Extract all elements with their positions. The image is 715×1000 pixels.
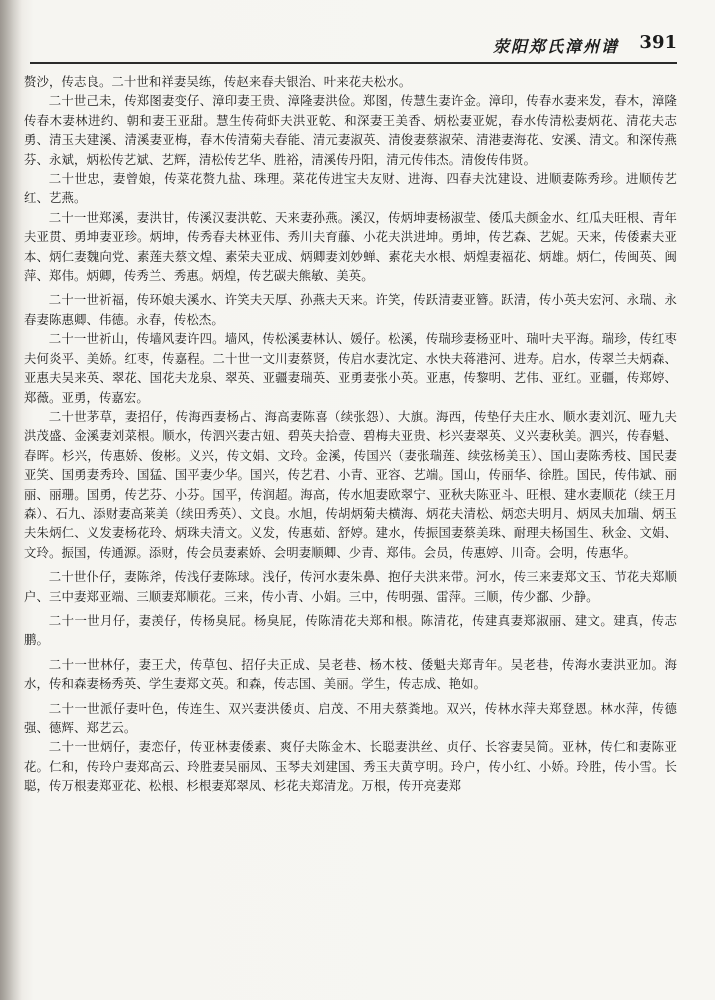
paragraph: 二十一世林仔，妻王犬，传草包、招仔夫正成、吴老巷、杨木枝、倭魁夫郑青年。吴老巷，传海水妻洪亚加。海水，传和森妻杨秀英、学生妻郑文英。和森，传志国、美丽。学生，传志成、艳如。: [24, 656, 677, 692]
paragraph: 二十一世郑溪，妻洪甘，传溪汉妻洪乾、天来妻孙燕。溪汉，传炳坤妻杨淑莹、倭瓜夫颜金水、红瓜夫旺根、青年夫亚贯、勇坤妻亚珍。炳坤，传秀春夫林亚伟、秀川夫育藤、小花夫洪进坤。勇坤，传艺森、艺妮。天来，传倭素夫亚本、炳仁妻魏向党、素莲夫蔡文煌、素荣夫亚成、炳卿妻刘妙蝉、素花夫水根、炳煌妻福花、炳雄。炳仁，传闽英、闽萍、郑伟。炳卿，传秀兰、秀惠。炳煌，传艺碳夫熊敏、美英。: [24, 209, 677, 284]
paragraph: 二十世忠，妻曾娘，传菜花赘九盐、珠理。菜花传进宝夫友财、进海、四春夫沈建设、进顺妻陈秀珍。进顺传艺红、艺燕。: [24, 171, 677, 206]
paragraph: 二十一世炳仔，妻恋仔，传亚林妻倭素、爽仔夫陈金木、长聪妻洪丝、贞仔、长容妻吴简。亚林，传仁和妻陈亚花。仁和，传玲户妻郑高云、玲胜妻吴丽凤、玉琴夫刘建国、秀玉夫黄亨明。玲户，传小红、小娇。玲胜，传小雪。长聪，传万根妻郑亚花、松根、杉根妻郑翠凤、杉花夫郑清龙。万根，传开亮妻郑: [24, 739, 677, 794]
genealogy-text: [24, 72, 677, 990]
paragraph: 二十一世祈福，传环娘夫溪水、许笑夫天厚、孙燕夫天来。许笑，传跃清妻亚簪。跃清，传小英夫宏河、永瑞、永春妻陈惠卿、伟德。永春，传松杰。: [24, 292, 677, 327]
page-number: 391: [639, 32, 677, 53]
binding-shadow: [0, 0, 22, 1000]
paragraph: 二十一世月仔，妻羡仔，传杨臭屁。杨臭屁，传陈清花夫郑和根。陈清花，传建真妻郑淑丽、建文。建真，传志鹏。: [24, 612, 677, 648]
paragraph: 二十一世派仔妻叶色，传连生、双兴妻洪倭贞、启茂、不用夫蔡粪地。双兴，传林水萍夫郑登恩。林水萍，传德强、德辉、郑艺云。: [24, 700, 677, 735]
paragraph: 赘沙，传志良。二十世和祥妻吴练，传赵来春夫银治、叶来花夫松水。: [24, 74, 412, 89]
paragraph: 二十一世祈山，传墙风妻许四。墙风，传松溪妻林认、媛仔。松溪，传瑞珍妻杨亚叶、瑞叶夫平海。瑞珍，传红枣夫何炎平、美娇。红枣，传嘉程。二十世一文川妻蔡贤，传启水妻沈定、水快夫蒋港河、进寿。启水，传翠兰夫炳森、亚惠夫吴来英、翠花、国花夫龙泉、翠英、亚疆妻瑞英、亚勇妻张小英。亚惠，传黎明、艺伟、亚红。亚疆，传郑婷、郑薇。亚勇，传嘉宏。: [24, 331, 677, 405]
paragraph: 二十世仆仔，妻陈斧，传浅仔妻陈球。浅仔，传河水妻朱鼻、抱仔夫洪来带。河水，传三来妻郑文玉、节花夫郑顺户、三中妻郑亚端、三顺妻郑顺花。三来，传小青、小娟。三中，传明强、雷萍。三顺，传少鄱、少静。: [24, 569, 677, 604]
running-title: 荥阳郑氏漳州谱: [492, 37, 619, 56]
page-header: [30, 28, 677, 64]
paragraph: 二十世茅草，妻招仔，传海西妻杨占、海高妻陈喜（续张怨）、大旗。海西，传垫仔夫庄水、顺水妻刘沉、哑九夫洪茂盛、金溪妻刘菜根。顺水，传泗兴妻古妞、碧英夫拾壹、碧梅夫亚贵、杉兴妻翠英、义兴妻秋美。泗兴，传春魁、春晖。杉兴，传惠娇、俊彬。义兴，传文娟、文玲。金溪，传国兴（妻张瑞莲、续弦杨美玉）、国山妻陈秀枝、国民妻亚笑、国勇妻秀玲、国猛、国平妻少华。国兴，传艺君、小青、亚容、艺端。国山，传丽华、徐胜。国民，传伟斌、丽丽、丽珊。国勇，传艺芬、小芬。国平，传润超。海高，传水旭妻欧翠宁、亚秋夫陈亚斗、旺根、建水妻顺花（续王月森）、石九、添财妻高莱美（续田秀英）、文良。水旭，传胡炳菊夫横海、炳花夫清松、炳恋夫明月、炳凤夫加瑞、炳玉夫朱炳仁、义发妻杨花玲、炳珠夫清文。义发，传惠茹、舒婷。建水，传振国妻蔡美珠、耐理夫杨国生、秋金、文娟、文玲。振国，传通源。添财，传会员妻素娇、会明妻顺卿、少青、郑伟。会员，传惠婷、川奇。会明，传惠华。: [24, 408, 677, 560]
paragraph: 二十世己未，传郑图妻变仔、漳印妻王贵、漳隆妻洪俭。郑图，传慧生妻许金。漳印，传春水妻来发，春木，漳隆传春木妻林进约、朝和妻王亚甜。慧生传荷虾夫洪亚乾、和深妻王美香、炳松妻亚妮，春水传清松妻炳花、清花夫志勇、清玉夫建溪、清溪妻亚梅，春木传清菊夫春能、清元妻淑英、清俊妻蔡淑荣、清港妻海花、安溪、清文。和深传燕芬、永斌，炳松传艺斌、艺辉，清松传艺华、胜裕，清溪传丹阳，清元传伟杰。清俊传伟贤。: [24, 93, 677, 167]
